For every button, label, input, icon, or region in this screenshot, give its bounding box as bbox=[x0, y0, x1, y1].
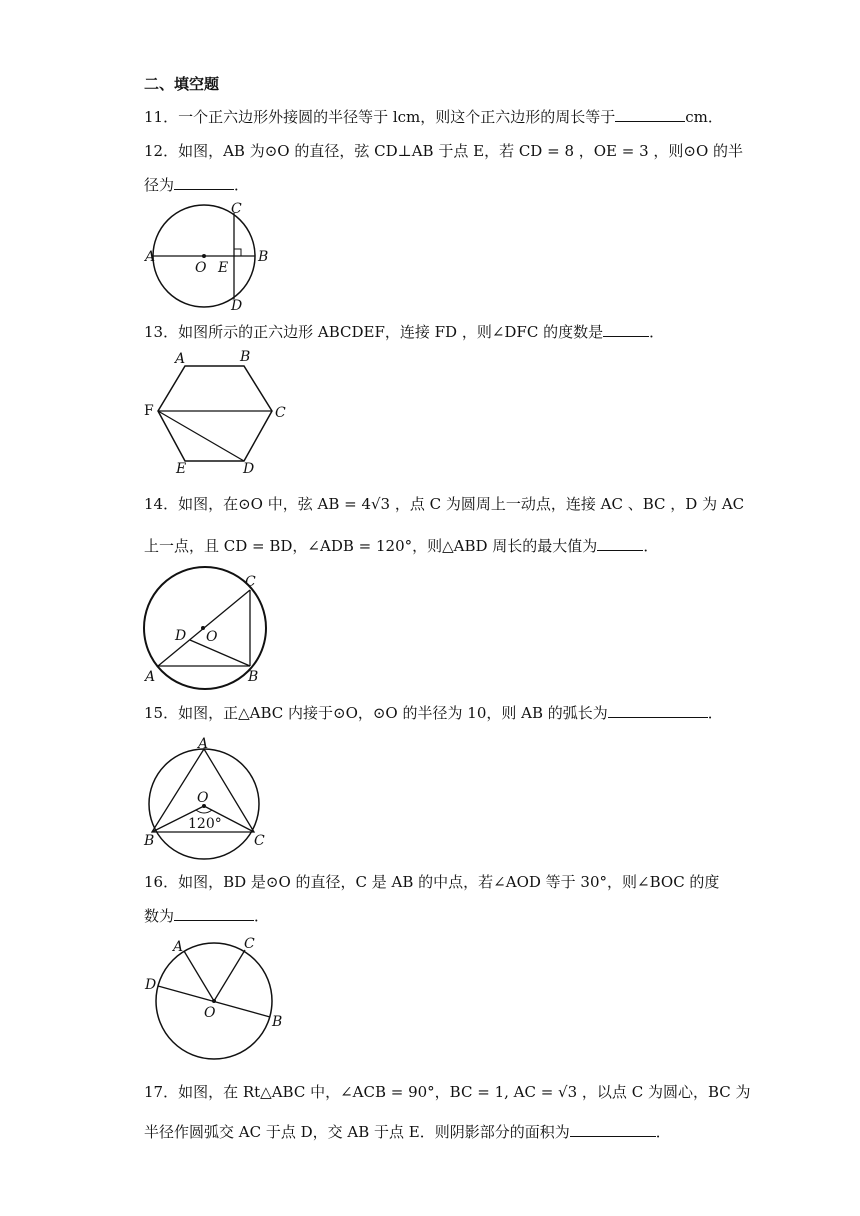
answer-blank-14[interactable] bbox=[597, 536, 643, 551]
label-a: A bbox=[145, 249, 156, 265]
answer-blank-16[interactable] bbox=[174, 906, 254, 921]
answer-blank-17[interactable] bbox=[570, 1122, 656, 1137]
label-o: O bbox=[206, 629, 218, 645]
question-12-line-1: 12．如图，AB 为⊙O 的直径，弦 CD⊥AB 于点 E，若 CD = 8 ，OE = 3 ，则⊙O 的半 bbox=[144, 142, 744, 160]
section-title: 二、填空题 bbox=[144, 75, 220, 93]
question-14-text: 上一点，且 CD = BD，∠ADB = 120°，则△ABD 周长的最大值为 bbox=[144, 537, 598, 555]
question-13-text: 13．如图所示的正六边形 ABCDEF，连接 FD ，则∠DFC 的度数是 bbox=[144, 323, 604, 341]
figure-16-circle-diameter-radii bbox=[140, 935, 285, 1065]
question-11-unit: cm． bbox=[685, 108, 723, 126]
label-b: B bbox=[240, 349, 251, 365]
answer-blank-11[interactable] bbox=[615, 107, 685, 122]
figure-15-inscribed-equilateral-triangle bbox=[140, 734, 275, 854]
question-13 bbox=[144, 322, 664, 342]
question-12-end: ． bbox=[234, 176, 250, 194]
label-a: A bbox=[175, 351, 186, 367]
question-16-end: ． bbox=[254, 907, 270, 925]
label-a: A bbox=[145, 669, 156, 685]
label-c: C bbox=[254, 833, 265, 849]
label-c: C bbox=[275, 405, 286, 421]
figure-13-regular-hexagon bbox=[140, 348, 290, 478]
figure-12-circle-diameter-chord bbox=[140, 200, 275, 312]
question-14-line-2 bbox=[144, 536, 658, 556]
label-a: A bbox=[198, 736, 209, 752]
question-17-line-1: 17．如图，在 Rt△ABC 中，∠ACB = 90°，BC = 1, AC = √3 ，以点 C 为圆心，BC 为 bbox=[144, 1083, 751, 1101]
figure-14-circle-triangle bbox=[140, 570, 275, 690]
label-o: O bbox=[197, 790, 209, 806]
label-c: C bbox=[244, 936, 255, 952]
label-d: D bbox=[243, 461, 255, 477]
label-d: D bbox=[145, 977, 157, 993]
answer-blank-15[interactable] bbox=[608, 703, 708, 718]
label-d: D bbox=[175, 628, 187, 644]
question-11-text: 11．一个正六边形外接圆的半径等于 lcm，则这个正六边形的周长等于 bbox=[144, 108, 616, 126]
angle-label: 120° bbox=[188, 816, 222, 832]
label-o: O bbox=[204, 1005, 216, 1021]
label-d: D bbox=[231, 298, 243, 314]
question-16-line-1: 16．如图，BD 是⊙O 的直径，C 是 AB 的中点，若∠AOD 等于 30°，则∠BOC 的度 bbox=[144, 873, 720, 891]
question-17-line-2 bbox=[144, 1122, 671, 1142]
question-14-end: ． bbox=[643, 537, 659, 555]
label-e: E bbox=[218, 260, 229, 276]
label-a: A bbox=[173, 939, 184, 955]
label-b: B bbox=[248, 669, 259, 685]
question-16-line-2 bbox=[144, 906, 269, 926]
question-11 bbox=[144, 107, 723, 127]
question-13-end: ． bbox=[649, 323, 665, 341]
answer-blank-13[interactable] bbox=[603, 322, 649, 337]
question-12-line-2 bbox=[144, 175, 249, 195]
question-14-line-1: 14．如图，在⊙O 中，弦 AB = 4√3 ，点 C 为圆周上一动点，连接 AC 、BC ，D 为 AC bbox=[144, 495, 745, 513]
label-b: B bbox=[144, 833, 155, 849]
question-16-text: 数为 bbox=[144, 907, 175, 925]
question-12-text: 径为 bbox=[144, 176, 175, 194]
label-f: F bbox=[144, 403, 154, 419]
label-o: O bbox=[195, 260, 207, 276]
label-c: C bbox=[231, 201, 242, 217]
answer-blank-12[interactable] bbox=[174, 175, 234, 190]
label-b: B bbox=[258, 249, 269, 265]
label-c: C bbox=[245, 574, 256, 590]
label-b: B bbox=[272, 1014, 283, 1030]
question-17-end: ． bbox=[655, 1123, 671, 1141]
question-17-text: 半径作圆弧交 AC 于点 D，交 AB 于点 E．则阴影部分的面积为 bbox=[144, 1123, 570, 1141]
question-15 bbox=[144, 703, 723, 723]
question-15-end: ． bbox=[707, 704, 723, 722]
label-e: E bbox=[176, 461, 187, 477]
question-15-text: 15．如图，正△ABC 内接于⊙O，⊙O 的半径为 10，则 AB 的弧长为 bbox=[144, 704, 608, 722]
